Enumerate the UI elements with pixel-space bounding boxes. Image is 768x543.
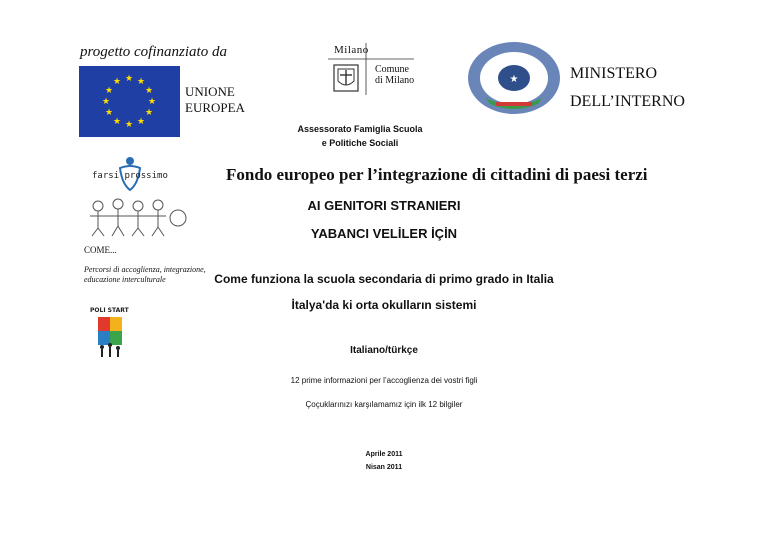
ministero-line2: DELL’INTERNO [570,93,685,110]
unione-line1: UNIONE [185,84,235,99]
date-turkish: Nisan 2011 [365,464,403,471]
svg-text:★: ★ [101,97,111,107]
genitori-heading: AI GENITORI STRANIERI [307,198,461,213]
farsi-text: farsi prossimo [92,171,168,181]
date-italian: Aprile 2011 [365,451,403,458]
info-turkish: Çoçuklarınızı karşılamamız için ilk 12 bilgiler [305,400,463,409]
farsi-prossimo-logo [90,156,220,192]
polistart-text: POLI START [90,307,129,314]
ministero-line1: MINISTERO [570,65,658,82]
svg-text:★: ★ [509,74,519,85]
comune-line2: di Milano [375,75,415,86]
milano-name: Milano [334,44,369,56]
unione-europea-text [185,84,245,116]
ministero-text [570,60,685,116]
italya-subtitle: İtalya'da ki orta okulların sistemi [291,298,477,312]
scuola-subtitle: Come funziona la scuola secondaria di primo grado in Italia [214,272,554,286]
come-sub-line2: educazione interculturale [84,275,166,284]
svg-text:★: ★ [147,97,157,107]
assessorato-line1: Assessorato Famiglia Scuola [297,124,423,134]
svg-text:★: ★ [144,86,154,96]
svg-text:★: ★ [136,77,146,87]
svg-text:★: ★ [104,86,114,96]
language-label: Italiano/türkçe [350,345,418,356]
come-sub-line1: Percorsi di accoglienza, integrazione, [84,265,206,274]
comune-text [375,64,414,86]
eu-flag-icon [79,66,180,137]
cofinanziato-text: progetto cofinanziato da [80,44,227,60]
svg-text:★: ★ [112,77,122,87]
ministero-seal-icon [466,40,562,116]
svg-text:★: ★ [124,120,134,130]
fondo-title: Fondo europeo per l’integrazione di cittadini di paesi terzi [226,165,648,184]
yabanci-heading: YABANCI VELİLER İÇİN [310,226,458,241]
come-title: COME... [84,245,117,255]
svg-text:★: ★ [104,108,114,118]
info-italian: 12 prime informazioni per l’accoglienza dei vostri figli [290,376,478,385]
comune-line1: Comune [375,64,409,75]
assessorato-line2: e Politiche Sociali [321,138,399,148]
unione-line2: EUROPEA [185,100,245,115]
svg-text:★: ★ [136,117,146,127]
svg-text:★: ★ [124,74,134,84]
svg-text:★: ★ [112,117,122,127]
svg-text:★: ★ [144,108,154,118]
assessorato-text [280,122,440,150]
